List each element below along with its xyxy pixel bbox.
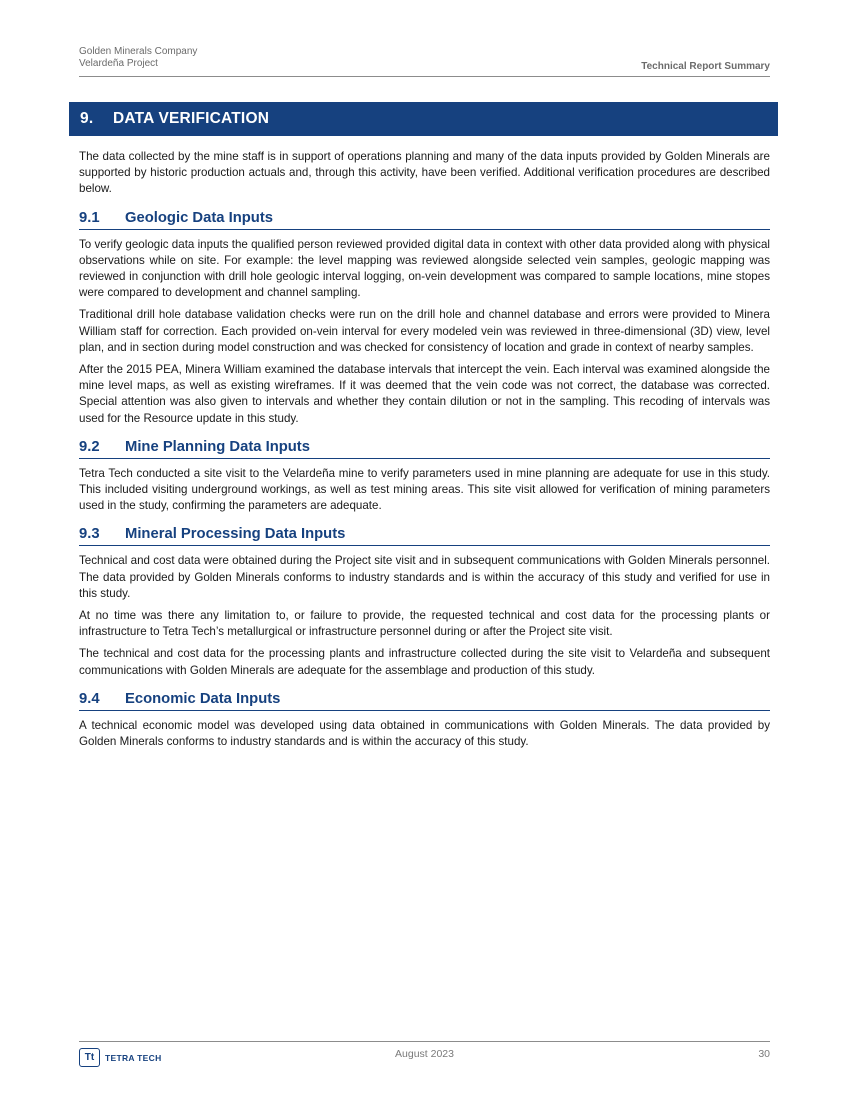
logo-text: TETRA TECH — [105, 1052, 162, 1063]
report-body — [79, 149, 770, 756]
section-title: DATA VERIFICATION — [113, 110, 270, 127]
page-number: 30 — [758, 1048, 770, 1060]
paragraph: The technical and cost data for the processing plants and infrastructure collected during the site visit to Velardeña and subsequent communications with Golden Minerals are adequate for the assemblage and production of this study. — [79, 647, 770, 677]
header-left — [79, 46, 197, 70]
paragraph: To verify geologic data inputs the qualified person reviewed provided digital data in context with other data provided along with physical observations while on site. For example: the level mapping was reviewed alongside selected vein samples, geologic mapping was reviewed in conjunction with drill hole geologic interval logging, on-vein development was compared to sample locations, mine stopes were compared to development and channel sampling. — [79, 237, 770, 300]
paragraph: At no time was there any limitation to, or failure to provide, the requested technical and cost data for the processing plants or infrastructure to Tetra Tech’s metallurgical or infrastructure personnel during or after the Project site visit. — [79, 609, 770, 639]
paragraph: Technical and cost data were obtained during the Project site visit and in subsequent communications with Golden Minerals personnel. The data provided by Golden Minerals conforms to industry standards and is within the accuracy of this study and verified for use in this study. — [79, 554, 770, 600]
subsection-heading-9-4: 9.4 Economic Data Inputs — [79, 689, 770, 711]
section-banner — [69, 102, 778, 136]
subsection-heading-9-2: 9.2 Mine Planning Data Inputs — [79, 437, 770, 459]
paragraph: Tetra Tech conducted a site visit to the Velardeña mine to verify parameters used in mine planning are adequate for use in this study. This included visiting underground workings, as well as test mining areas. This site visit allowed for verification of mining parameters used in the study, confirming the parameters are adequate. — [79, 466, 770, 513]
paragraph: Traditional drill hole database validation checks were run on the drill hole and channel database and errors were provided to Minera William staff for correction. Each provided on-vein interval for every modeled vein was reviewed in three-dimensional (3D) view, level plan, and in section during model construction and was checked for consistency of location and grade in context of nearby samples. — [79, 308, 770, 354]
paragraph: A technical economic model was developed using data obtained in communications with Golden Minerals. The data provided by Golden Minerals conforms to industry standards and is within the accuracy of this study. — [79, 718, 770, 749]
section-number: 9. — [80, 110, 94, 127]
subsection-heading-9-1: 9.1 Geologic Data Inputs — [79, 208, 770, 230]
footer-date: August 2023 — [395, 1048, 454, 1060]
page-footer — [79, 1041, 770, 1072]
page-header — [79, 44, 770, 77]
header-report-type: Technical Report Summary — [641, 61, 770, 72]
header-project: Velardeña Project — [79, 58, 158, 69]
section-intro: The data collected by the mine staff is in support of operations planning and many of the data inputs provided by Golden Minerals are supported by historic production actuals and, through this activity, have been verified. Additional verification procedures are described below. — [79, 150, 770, 196]
tetra-tech-logo-icon: Tt — [79, 1048, 100, 1067]
subsection-heading-9-3: 9.3 Mineral Processing Data Inputs — [79, 524, 770, 546]
paragraph: After the 2015 PEA, Minera William examined the database intervals that intercept the vein. Each interval was examined alongside the mine level maps, as well as existing wireframes. If it was deemed that the vein code was not correct, the database was corrected. Special attention was also given to intervals and whether they contain dilution or not in the sampling. This recoding of intervals was used for the Resource update in this study. — [79, 363, 770, 425]
header-company: Golden Minerals Company — [79, 46, 198, 57]
